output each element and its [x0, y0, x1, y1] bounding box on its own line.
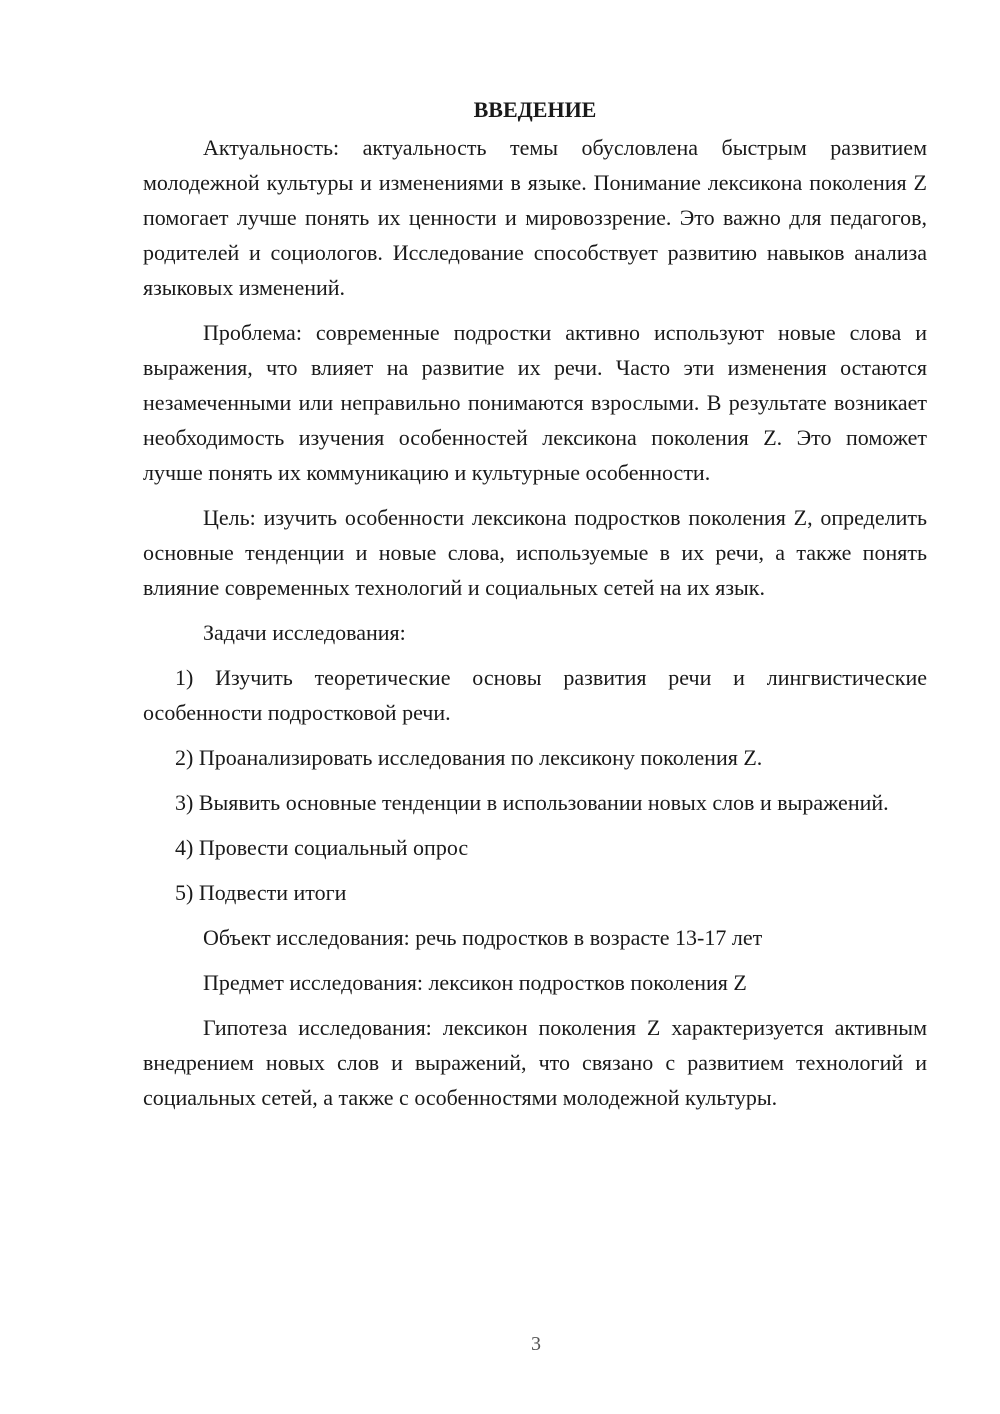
- section-title: ВВЕДЕНИЕ: [473, 97, 597, 122]
- object-paragraph: Объект исследования: речь подростков в возрасте 13-17 лет: [203, 925, 763, 950]
- subject-paragraph: Предмет исследования: лексикон подростков поколения Z: [203, 970, 747, 995]
- task-item-3: 3) Выявить основные тенденции в использовании новых слов и выражений.: [175, 790, 889, 815]
- tasks-heading: Задачи исследования:: [203, 620, 406, 645]
- hypothesis-paragraph: Гипотеза исследования: лексикон поколения Z характеризуется активным внедрением новых слов и выражений, что связано с развитием технологий и социальных сетей, а также с особенностями молодежной культуры.: [143, 1015, 927, 1110]
- task-item-1: 1) Изучить теоретические основы развития речи и лингвистические особенности подростковой речи.: [143, 665, 927, 725]
- task-item-2: 2) Проанализировать исследования по лексикону поколения Z.: [175, 745, 763, 770]
- page-number: 3: [531, 1333, 541, 1355]
- document-page: [143, 92, 927, 1125]
- task-item-5: 5) Подвести итоги: [175, 880, 347, 905]
- goal-paragraph: Цель: изучить особенности лексикона подростков поколения Z, определить основные тенденции и новые слова, используемые в их речи, а также понять влияние современных технологий и социальных сетей на их язык.: [143, 505, 927, 600]
- problem-paragraph: Проблема: современные подростки активно используют новые слова и выражения, что влияет на развитие их речи. Часто эти изменения остаются незамеченными или неправильно понимаются взрослыми. В результате возникает необходимость изучения особенностей лексикона поколения Z. Это поможет лучше понять их коммуникацию и культурные особенности.: [143, 320, 927, 485]
- task-item-4: 4) Провести социальный опрос: [175, 835, 469, 860]
- relevance-paragraph: Актуальность: актуальность темы обусловлена быстрым развитием молодежной культуры и изменениями в языке. Понимание лексикона поколения Z помогает лучше понять их ценности и мировоззрение. Это важно для педагогов, родителей и социологов. Исследование способствует развитию навыков анализа языковых изменений.: [143, 135, 927, 300]
